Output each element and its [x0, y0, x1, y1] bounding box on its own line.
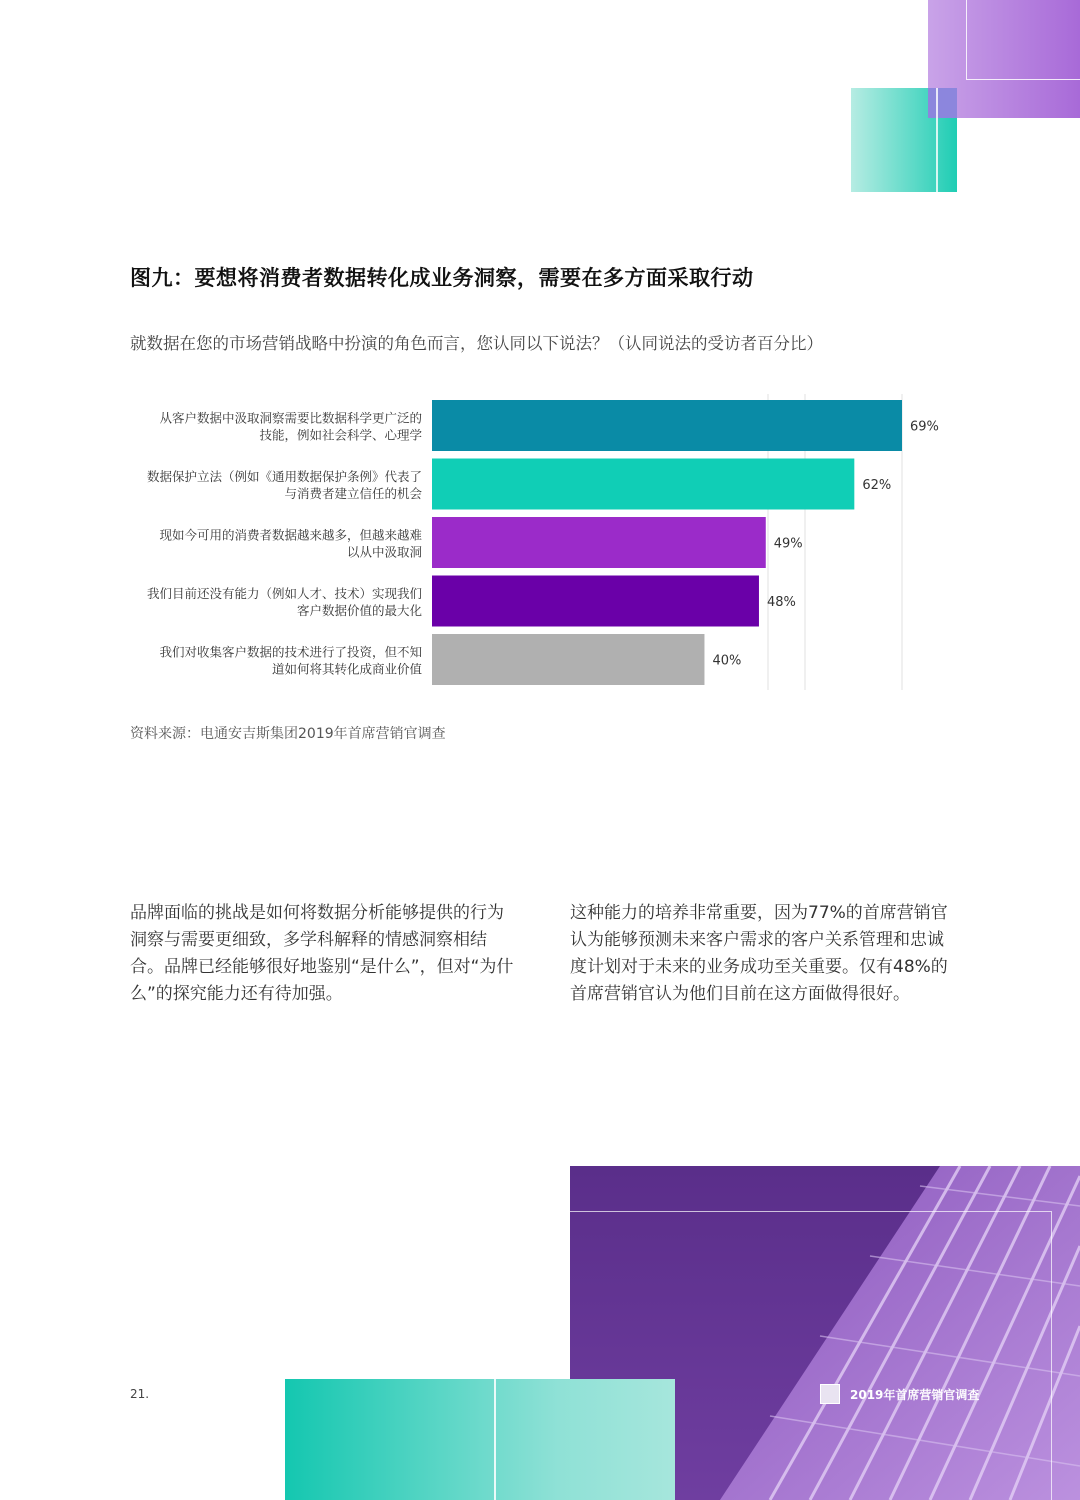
category-label: 从客户数据中汲取洞察需要比数据科学更广泛的技能，例如社会科学、心理学 — [159, 410, 422, 443]
decorative-line — [494, 1379, 496, 1500]
category-label: 现如今可用的消费者数据越来越多，但越来越难以从中汲取洞 — [159, 527, 422, 560]
page-number: 21. — [130, 1387, 150, 1401]
bar — [432, 400, 902, 451]
data-label: 69% — [910, 419, 939, 435]
decorative-line — [936, 88, 938, 192]
decorative-overlap-block — [928, 88, 957, 118]
footer-report-label: 2019年首席营销官调查 — [850, 1388, 980, 1402]
category-label: 我们对收集客户数据的技术进行了投资，但不知道如何将其转化成商业价值 — [159, 644, 422, 677]
decorative-teal-block — [285, 1379, 675, 1500]
decorative-outline — [966, 0, 1080, 80]
bar — [432, 576, 759, 627]
category-label: 数据保护立法（例如《通用数据保护条例》代表了与消费者建立信任的机会 — [146, 469, 422, 501]
data-label: 62% — [862, 478, 892, 493]
bar — [432, 517, 766, 568]
body-paragraph-left: 品牌面临的挑战是如何将数据分析能够提供的行为洞察与需要更细致，多学科解释的情感洞察相结合。品牌已经能够很好地鉴别“是什么”，但对“为什么”的探究能力还有待加强。 — [130, 903, 514, 1004]
bar — [432, 459, 854, 510]
data-label: 40% — [712, 653, 742, 669]
data-label: 49% — [773, 536, 803, 552]
report-logo-icon — [820, 1384, 840, 1404]
body-paragraph-right: 这种能力的培养非常重要，因为77%的首席营销官认为能够预测未来客户需求的客户关系管理和忠诚度计划对于未来的业务成功至关重要。仅有48%的首席营销官认为他们目前在这方面做得很好。 — [570, 903, 948, 1004]
category-label: 我们目前还没有能力（例如人才、技术）实现我们客户数据价值的最大化 — [146, 586, 422, 618]
figure-subtitle: 就数据在您的市场营销战略中扮演的角色而言，您认同以下说法？（认同说法的受访者百分比） — [130, 334, 823, 353]
source-note: 资料来源：电通安吉斯集团2019年首席营销官调查 — [130, 726, 446, 742]
bar — [432, 634, 704, 685]
bar-chart — [130, 390, 970, 690]
figure-title: 图九：要想将消费者数据转化成业务洞察，需要在多方面采取行动 — [130, 266, 754, 290]
data-label: 48% — [766, 595, 796, 610]
